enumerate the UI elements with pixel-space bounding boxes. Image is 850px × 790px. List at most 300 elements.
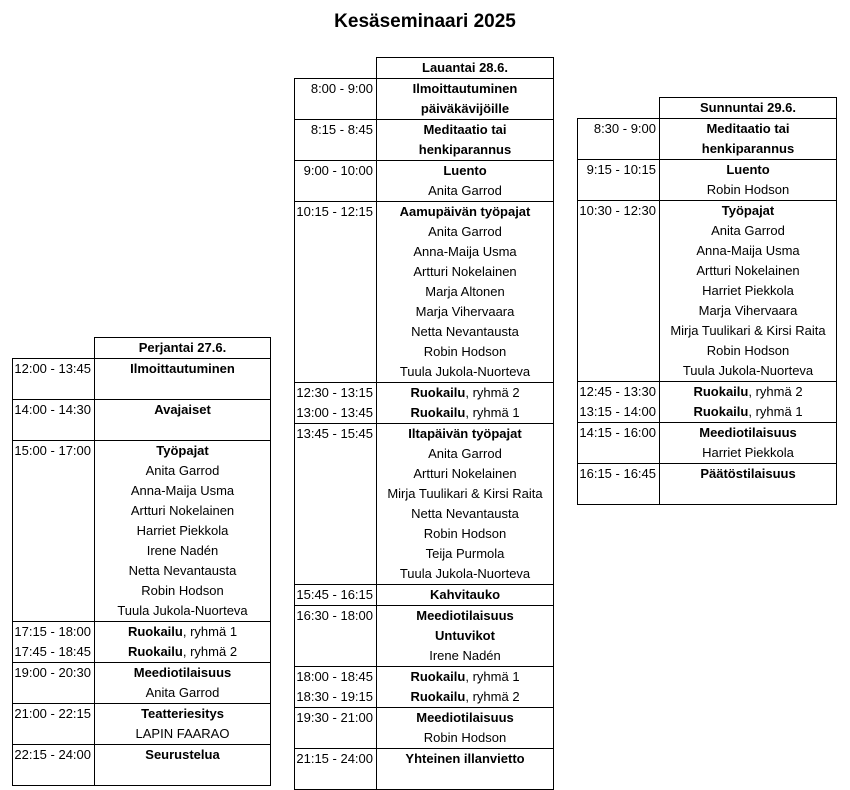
activity-cell [95, 359, 271, 380]
time-cell: 15:45 - 16:15 [295, 585, 377, 606]
schedule-row [295, 202, 554, 223]
schedule-row [295, 564, 554, 585]
activity-title: Iltapäivän työpajat [408, 426, 522, 441]
presenter-name: Netta Nevantausta [411, 324, 519, 339]
activity-cell [95, 561, 271, 581]
activity-cell [377, 282, 554, 302]
activity-cell [377, 646, 554, 667]
schedule-row [295, 424, 554, 445]
activity-title: Ruokailu [410, 689, 466, 704]
activity-cell [377, 181, 554, 202]
activity-title: Ilmoittautuminen [130, 361, 235, 376]
activity-cell [95, 461, 271, 481]
activity-cell [660, 361, 837, 382]
activity-cell [377, 564, 554, 585]
activity-cell [95, 541, 271, 561]
activity-detail: , ryhmä 2 [748, 384, 803, 399]
activity-cell [95, 521, 271, 541]
activity-cell [660, 221, 837, 241]
activity-title: Meediotilaisuus [699, 425, 797, 440]
schedule-row [13, 561, 271, 581]
presenter-name: Marja Altonen [425, 284, 505, 299]
activity-title: Kahvitauko [429, 587, 501, 602]
time-cell [295, 464, 377, 484]
schedule-row [295, 302, 554, 322]
schedule-row [578, 221, 837, 241]
presenter-name: Robin Hodson [141, 583, 224, 598]
schedule-row [578, 201, 837, 222]
activity-cell [660, 423, 837, 444]
activity-cell [377, 383, 554, 404]
time-cell: 18:30 - 19:15 [295, 687, 377, 708]
schedule-row [578, 382, 837, 403]
activity-cell [377, 120, 554, 141]
activity-title: Ruokailu [410, 405, 466, 420]
activity-title: Meediotilaisuus [416, 608, 514, 623]
activity-cell [377, 524, 554, 544]
time-cell [13, 501, 95, 521]
schedule-row [13, 541, 271, 561]
schedule-row [295, 626, 554, 646]
time-cell [295, 504, 377, 524]
activity-cell [660, 464, 837, 485]
time-cell: 8:30 - 9:00 [578, 119, 660, 140]
time-cell: 12:45 - 13:30 [578, 382, 660, 403]
header-spacer [578, 98, 660, 119]
schedule-row [295, 687, 554, 708]
time-cell [578, 139, 660, 160]
activity-cell [95, 745, 271, 766]
schedule-row [578, 139, 837, 160]
presenter-name: Tuula Jukola-Nuorteva [399, 364, 531, 379]
schedule-row [578, 361, 837, 382]
presenter-name: Anita Garrod [145, 685, 220, 700]
presenter-name: Harriet Piekkola [702, 445, 794, 460]
presenter-name: Harriet Piekkola [702, 283, 794, 298]
time-cell: 15:00 - 17:00 [13, 441, 95, 462]
activity-cell [660, 139, 837, 160]
activity-title: Meediotilaisuus [416, 710, 514, 725]
activity-cell [95, 420, 271, 441]
activity-cell [660, 241, 837, 261]
schedule-row [295, 667, 554, 688]
schedule-row [578, 160, 837, 181]
schedule-row [295, 524, 554, 544]
activity-title: Ruokailu [127, 624, 183, 639]
schedule-row [13, 379, 271, 400]
presenter-name: Anita Garrod [428, 446, 502, 461]
activity-cell [660, 321, 837, 341]
time-cell [13, 379, 95, 400]
time-cell: 8:15 - 8:45 [295, 120, 377, 141]
activity-title: Meediotilaisuus [133, 665, 232, 680]
time-cell [295, 322, 377, 342]
schedule-row [13, 724, 271, 745]
presenter-name: Robin Hodson [423, 344, 507, 359]
day-header-row [578, 98, 837, 119]
activity-cell [377, 222, 554, 242]
schedule-row [295, 769, 554, 790]
schedule-row [578, 281, 837, 301]
presenter-name: Irene Nadén [146, 543, 219, 558]
time-cell [295, 524, 377, 544]
presenter-name: Marja Vihervaara [415, 304, 515, 319]
activity-cell [95, 683, 271, 704]
presenter-name: Anita Garrod [428, 224, 502, 239]
time-cell: 10:30 - 12:30 [578, 201, 660, 222]
activity-title: Aamupäivän työpajat [399, 204, 531, 219]
activity-detail: , ryhmä 2 [182, 644, 238, 659]
activity-cell [377, 626, 554, 646]
activity-cell [377, 484, 554, 504]
activity-cell [377, 140, 554, 161]
activity-cell [377, 585, 554, 606]
schedule-row [295, 444, 554, 464]
activity-title: Päätöstilaisuus [700, 466, 796, 481]
activity-title: Ruokailu [410, 385, 466, 400]
activity-cell [95, 601, 271, 622]
activity-title: Meditaatio tai [423, 122, 507, 137]
time-cell [295, 302, 377, 322]
activity-detail: , ryhmä 1 [748, 404, 803, 419]
activity-cell [377, 302, 554, 322]
time-cell [578, 301, 660, 321]
activity-cell [660, 402, 837, 423]
schedule-row [578, 423, 837, 444]
time-cell: 13:15 - 14:00 [578, 402, 660, 423]
time-cell: 21:15 - 24:00 [295, 749, 377, 770]
schedule-row [13, 521, 271, 541]
presenter-name: Artturi Nokelainen [130, 503, 235, 518]
time-cell [13, 683, 95, 704]
schedule-row [295, 646, 554, 667]
time-cell [13, 581, 95, 601]
schedule-row [295, 544, 554, 564]
activity-title: Työpajat [156, 443, 209, 458]
schedule-table-lauantai [294, 57, 554, 790]
time-cell [13, 420, 95, 441]
time-cell: 17:15 - 18:00 [13, 622, 95, 643]
activity-cell [660, 484, 837, 505]
presenter-name: LAPIN FAARAO [135, 726, 230, 741]
activity-cell [377, 728, 554, 749]
presenter-name: Marja Vihervaara [698, 303, 798, 318]
presenter-name: Robin Hodson [706, 343, 790, 358]
activity-cell [660, 301, 837, 321]
time-cell: 12:00 - 13:45 [13, 359, 95, 380]
time-cell [295, 626, 377, 646]
schedule-row [578, 321, 837, 341]
schedule-row [295, 728, 554, 749]
schedule-row [13, 622, 271, 643]
schedule-row [578, 261, 837, 281]
header-spacer [295, 58, 377, 79]
time-cell [13, 541, 95, 561]
activity-cell [377, 202, 554, 223]
activity-cell [660, 261, 837, 281]
time-cell: 17:45 - 18:45 [13, 642, 95, 663]
time-cell: 16:15 - 16:45 [578, 464, 660, 485]
presenter-name: Netta Nevantausta [411, 506, 519, 521]
schedule-row [295, 161, 554, 182]
schedule-row [295, 504, 554, 524]
activity-title: Luento [726, 162, 770, 177]
time-cell [578, 443, 660, 464]
schedule-row [13, 501, 271, 521]
schedule-row [13, 359, 271, 380]
schedule-row [295, 242, 554, 262]
schedule-row [295, 606, 554, 627]
presenter-name: Artturi Nokelainen [696, 263, 800, 278]
presenter-name: Anna-Maija Usma [696, 243, 800, 258]
time-cell: 9:00 - 10:00 [295, 161, 377, 182]
schedule-row [578, 464, 837, 485]
schedule-row [295, 79, 554, 100]
activity-cell [660, 119, 837, 140]
schedule-row [13, 745, 271, 766]
activity-cell [377, 79, 554, 100]
activity-title: Meditaatio tai [706, 121, 790, 136]
activity-cell [377, 504, 554, 524]
activity-cell [377, 161, 554, 182]
schedule-row [13, 683, 271, 704]
time-cell: 22:15 - 24:00 [13, 745, 95, 766]
time-cell [295, 362, 377, 383]
presenter-name: Anita Garrod [711, 223, 785, 238]
schedule-row [578, 443, 837, 464]
activity-cell [95, 501, 271, 521]
time-cell: 12:30 - 13:15 [295, 383, 377, 404]
schedule-row [13, 400, 271, 421]
activity-title: Seurustelua [145, 747, 220, 762]
time-cell [295, 728, 377, 749]
time-cell [13, 481, 95, 501]
activity-cell [377, 322, 554, 342]
schedule-row [295, 403, 554, 424]
schedule-row [295, 585, 554, 606]
activity-cell [95, 765, 271, 786]
time-cell [13, 561, 95, 581]
time-cell [295, 99, 377, 120]
activity-cell [95, 704, 271, 725]
activity-detail: , ryhmä 1 [465, 669, 520, 684]
activity-cell [660, 160, 837, 181]
time-cell [578, 484, 660, 505]
presenter-name: Teija Purmola [425, 546, 505, 561]
activity-title: Yhteinen illanvietto [405, 751, 525, 766]
time-cell: 16:30 - 18:00 [295, 606, 377, 627]
presenter-name: Anna-Maija Usma [130, 483, 235, 498]
time-cell: 19:30 - 21:00 [295, 708, 377, 729]
time-cell [13, 765, 95, 786]
activity-title: Ruokailu [693, 404, 749, 419]
schedule-row [13, 601, 271, 622]
time-cell [578, 261, 660, 281]
presenter-name: Netta Nevantausta [128, 563, 237, 578]
presenter-name: Tuula Jukola-Nuorteva [682, 363, 814, 378]
time-cell: 14:00 - 14:30 [13, 400, 95, 421]
activity-cell [660, 201, 837, 222]
activity-title: henkiparannus [701, 141, 795, 156]
schedule-row [295, 282, 554, 302]
activity-cell [95, 622, 271, 643]
activity-cell [660, 180, 837, 201]
schedule-row [295, 708, 554, 729]
schedule-row [13, 704, 271, 725]
schedule-table-sunnuntai [577, 97, 837, 505]
presenter-name: Tuula Jukola-Nuorteva [117, 603, 248, 618]
time-cell: 10:15 - 12:15 [295, 202, 377, 223]
presenter-name: Tuula Jukola-Nuorteva [399, 566, 531, 581]
time-cell [13, 724, 95, 745]
activity-cell [95, 642, 271, 663]
schedule-row [295, 464, 554, 484]
schedule-row [13, 581, 271, 601]
presenter-name: Mirja Tuulikari & Kirsi Raita [387, 486, 543, 501]
activity-cell [95, 663, 271, 684]
time-cell [295, 222, 377, 242]
schedule-row [578, 180, 837, 201]
day-header: Sunnuntai 29.6. [660, 98, 837, 119]
presenter-name: Artturi Nokelainen [413, 264, 517, 279]
activity-detail: , ryhmä 1 [182, 624, 238, 639]
schedule-row [578, 241, 837, 261]
activity-cell [377, 342, 554, 362]
activity-cell [377, 544, 554, 564]
activity-cell [377, 262, 554, 282]
schedule-row [295, 342, 554, 362]
activity-title: Ilmoittautuminen [412, 81, 518, 96]
time-cell: 13:00 - 13:45 [295, 403, 377, 424]
presenter-name: Artturi Nokelainen [413, 466, 517, 481]
activity-title: Ruokailu [127, 644, 183, 659]
activity-cell [377, 464, 554, 484]
schedule-row [578, 402, 837, 423]
time-cell [578, 341, 660, 361]
time-cell [295, 769, 377, 790]
activity-cell [377, 242, 554, 262]
activity-title: päiväkävijöille [420, 101, 510, 116]
time-cell [13, 601, 95, 622]
presenter-name: Mirja Tuulikari & Kirsi Raita [670, 323, 826, 338]
activity-cell [660, 341, 837, 361]
schedule-row [13, 441, 271, 462]
schedule-row [295, 484, 554, 504]
activity-title: Ruokailu [410, 669, 466, 684]
presenter-name: Robin Hodson [423, 730, 507, 745]
time-cell [295, 282, 377, 302]
activity-cell [95, 581, 271, 601]
schedule-row [578, 119, 837, 140]
activity-cell [377, 362, 554, 383]
time-cell: 14:15 - 16:00 [578, 423, 660, 444]
activity-cell [660, 443, 837, 464]
time-cell [578, 241, 660, 261]
schedule-row [295, 362, 554, 383]
activity-cell [95, 400, 271, 421]
time-cell [578, 281, 660, 301]
time-cell [295, 181, 377, 202]
activity-detail: , ryhmä 2 [465, 689, 520, 704]
activity-detail: , ryhmä 1 [465, 405, 520, 420]
activity-cell [377, 667, 554, 688]
schedule-row [295, 140, 554, 161]
time-cell: 21:00 - 22:15 [13, 704, 95, 725]
presenter-name: Robin Hodson [423, 526, 507, 541]
time-cell [295, 342, 377, 362]
activity-title: Työpajat [721, 203, 775, 218]
day-header-row [13, 338, 271, 359]
time-cell: 8:00 - 9:00 [295, 79, 377, 100]
activity-cell [95, 441, 271, 462]
activity-title: Avajaiset [154, 402, 211, 417]
time-cell [295, 140, 377, 161]
schedule-row [578, 301, 837, 321]
schedule-row [295, 181, 554, 202]
activity-cell [377, 606, 554, 627]
time-cell: 18:00 - 18:45 [295, 667, 377, 688]
schedule-row [295, 383, 554, 404]
schedule-row [13, 420, 271, 441]
schedule-row [295, 222, 554, 242]
presenter-name: Anita Garrod [145, 463, 220, 478]
time-cell [578, 321, 660, 341]
activity-cell [660, 281, 837, 301]
schedule-row [13, 461, 271, 481]
day-header: Perjantai 27.6. [95, 338, 271, 359]
time-cell [13, 521, 95, 541]
time-cell [578, 221, 660, 241]
activity-detail: , ryhmä 2 [465, 385, 520, 400]
page-title: Kesäseminaari 2025 [334, 11, 516, 32]
schedule-row [295, 120, 554, 141]
activity-title: Teatteriesitys [141, 706, 224, 721]
presenter-name: Irene Nadén [429, 648, 501, 663]
time-cell [295, 484, 377, 504]
header-spacer [13, 338, 95, 359]
time-cell [295, 262, 377, 282]
time-cell [295, 646, 377, 667]
schedule-row [13, 642, 271, 663]
time-cell [295, 564, 377, 585]
presenter-name: Harriet Piekkola [136, 523, 229, 538]
time-cell [295, 544, 377, 564]
schedule-row [578, 484, 837, 505]
activity-cell [95, 481, 271, 501]
time-cell [578, 180, 660, 201]
schedule-row [295, 322, 554, 342]
day-header-row [295, 58, 554, 79]
activity-cell [95, 379, 271, 400]
time-cell [13, 461, 95, 481]
activity-cell [377, 403, 554, 424]
time-cell [295, 444, 377, 464]
activity-title: Untuvikot [435, 628, 495, 643]
schedule-row [295, 262, 554, 282]
activity-cell [377, 687, 554, 708]
schedule-row [295, 749, 554, 770]
time-cell [295, 242, 377, 262]
schedule-row [13, 663, 271, 684]
schedule-row [13, 481, 271, 501]
presenter-name: Robin Hodson [706, 182, 790, 197]
schedule-row [13, 765, 271, 786]
activity-cell [377, 708, 554, 729]
activity-cell [95, 724, 271, 745]
activity-title: Ruokailu [693, 384, 749, 399]
time-cell: 9:15 - 10:15 [578, 160, 660, 181]
activity-cell [377, 749, 554, 770]
